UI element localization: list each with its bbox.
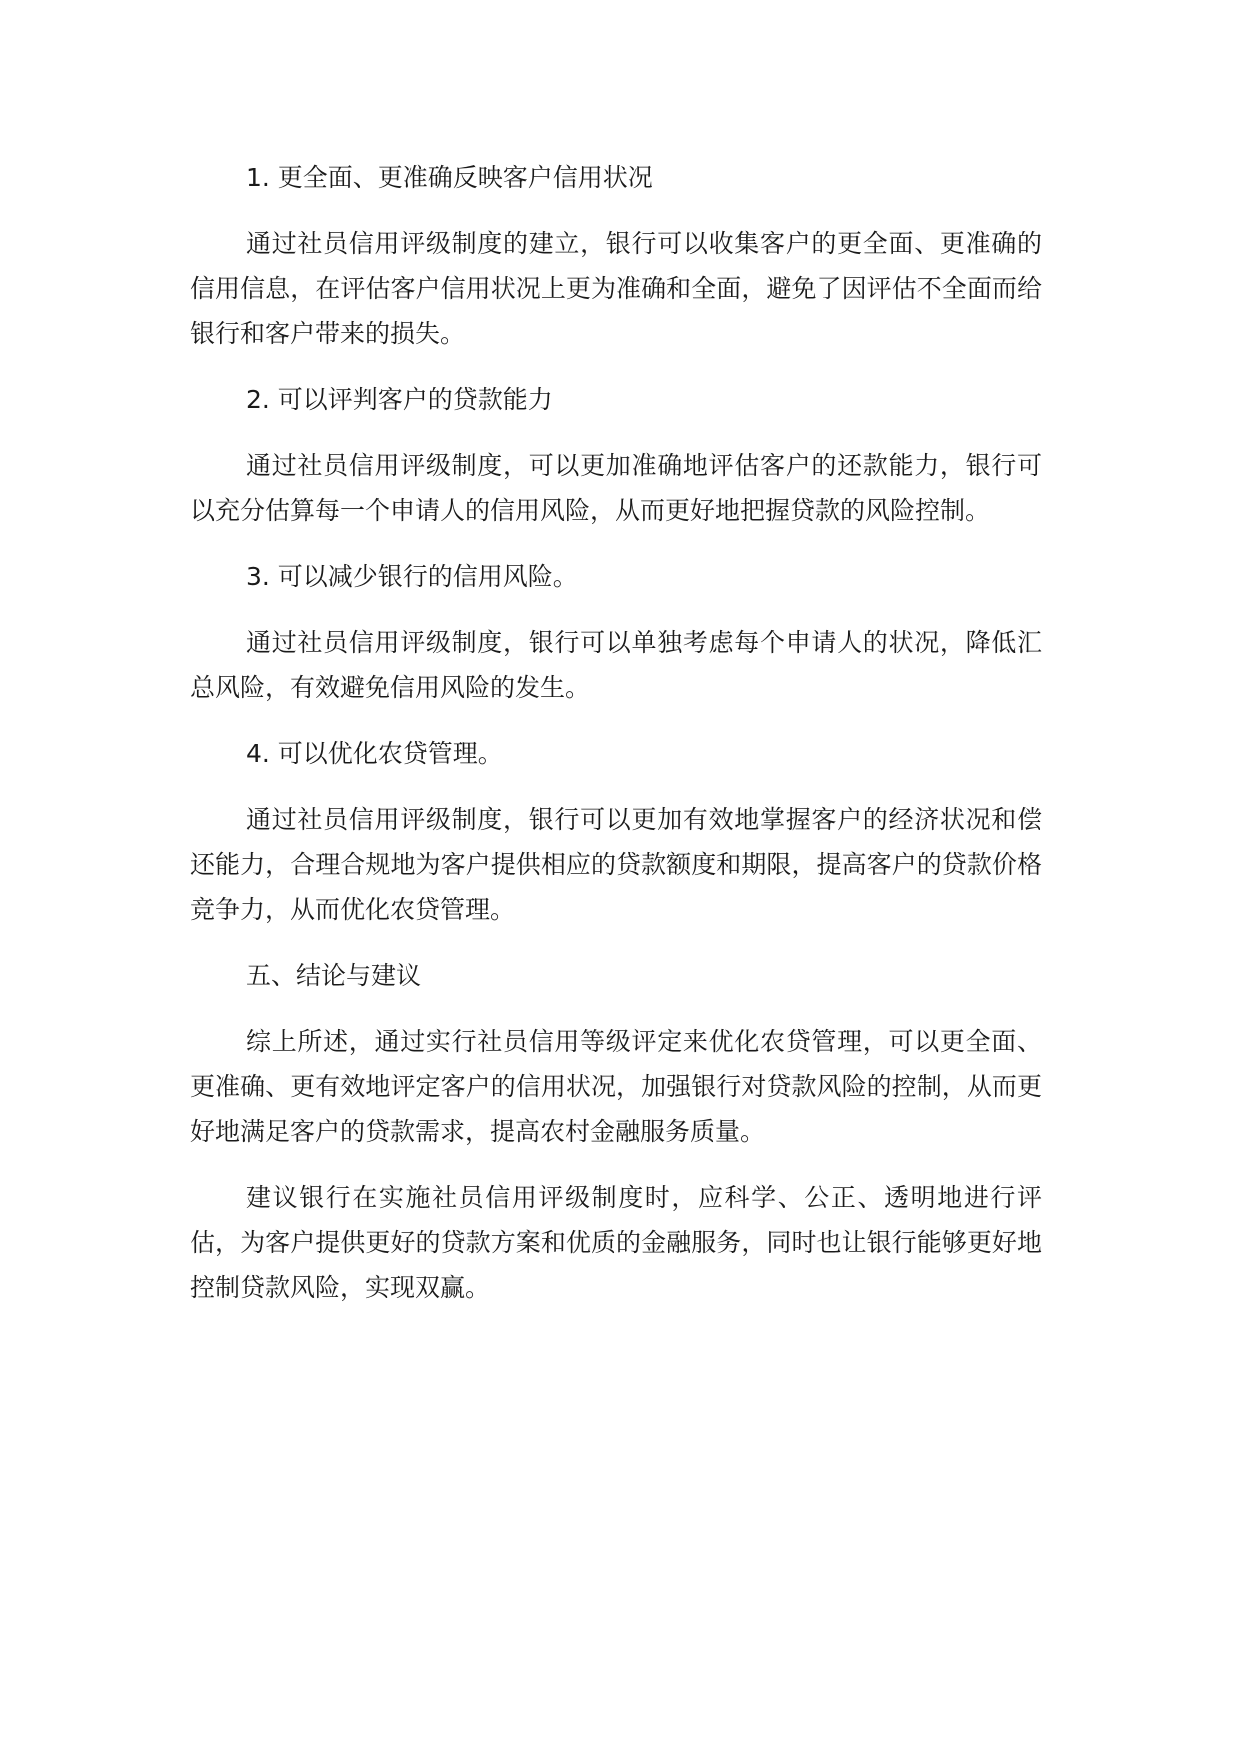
- body-paragraph-conclusion: 综上所述，通过实行社员信用等级评定来优化农贷管理，可以更全面、更准确、更有效地评定客户的信用状况，加强银行对贷款风险的控制，从而更好地满足客户的贷款需求，提高农村金融服务质量。: [190, 1027, 1042, 1146]
- section-heading-1: 1. 更全面、更准确反映客户信用状况: [246, 163, 653, 192]
- chapter-heading-conclusion: 五、结论与建议: [246, 961, 422, 990]
- body-paragraph-2: 通过社员信用评级制度，可以更加准确地评估客户的还款能力，银行可以充分估算每一个申请人的信用风险，从而更好地把握贷款的风险控制。: [190, 451, 1042, 525]
- body-paragraph-1: 通过社员信用评级制度的建立，银行可以收集客户的更全面、更准确的信用信息，在评估客户信用状况上更为准确和全面，避免了因评估不全面而给银行和客户带来的损失。: [190, 229, 1042, 348]
- body-paragraph-suggestion: 建议银行在实施社员信用评级制度时，应科学、公正、透明地进行评估，为客户提供更好的贷款方案和优质的金融服务，同时也让银行能够更好地控制贷款风险，实现双赢。: [190, 1183, 1042, 1302]
- section-heading-4: 4. 可以优化农贷管理。: [246, 739, 503, 768]
- body-paragraph-3: 通过社员信用评级制度，银行可以单独考虑每个申请人的状况，降低汇总风险，有效避免信用风险的发生。: [190, 628, 1042, 702]
- body-paragraph-4: 通过社员信用评级制度，银行可以更加有效地掌握客户的经济状况和偿还能力，合理合规地为客户提供相应的贷款额度和期限，提高客户的贷款价格竞争力，从而优化农贷管理。: [190, 805, 1042, 924]
- section-heading-3: 3. 可以减少银行的信用风险。: [246, 562, 578, 591]
- document-body: [190, 155, 1042, 1331]
- section-heading-2: 2. 可以评判客户的贷款能力: [246, 385, 553, 414]
